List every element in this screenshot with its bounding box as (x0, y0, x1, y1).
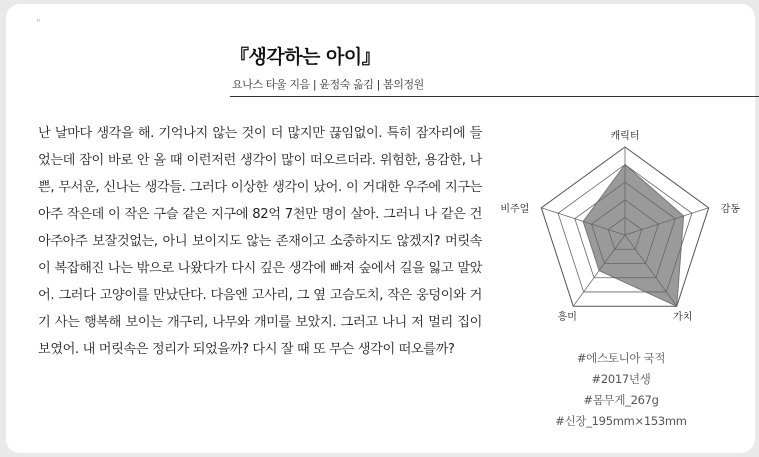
radar-axis-label-1: 감동 (720, 203, 741, 215)
tag-birth-year: #2017년생 (591, 372, 651, 386)
radar-axis-label-3: 흥미 (557, 312, 577, 324)
tag-size: #신장_195mm×153mm (555, 414, 687, 428)
quote-mark: " (36, 18, 41, 29)
radar-axis-label-4: 비주얼 (500, 203, 530, 215)
book-card (6, 4, 755, 453)
title-divider (230, 96, 759, 97)
radar-chart (484, 112, 756, 348)
radar-chart-svg (484, 112, 756, 348)
book-summary: 난 날마다 생각을 해. 기억나지 않는 것이 더 많지만 끊임없이. 특히 잠자리에 들었는데 잠이 바로 안 올 때 이런저런 생각이 많이 떠오르더라. 위험한, 용감한, 나쁜, 무서운, 신나는 생각들. 그러다 이상한 생각이 났어. 이 거대한 우주에 지구는 아주 작은데 이 작은 구슬 같은 지구에 82억 7천만 명이 살아. 그러니 나 같은 건 아주아주 보잘것없는, 아니 보이지도 않는 존재이고 소중하지도 않겠지? 머릿속이 복잡해진 나는 밖으로 나왔다가 다시 깊은 생각에 빠져 숲에서 길을 잃고 말았어. 그러다 고양이를 만났단다. 다음엔 고사리, 그 옆 고슴도치, 작은 웅덩이와 거기 사는 행복해 보이는 개구리, 나무와 개미를 보았지. 그러고 나니 저 멀리 집이 보였어. 내 머릿속은 정리가 되었을까? 다시 잘 때 또 무슨 생각이 떠오를까? (38, 126, 482, 357)
tag-weight: #몸무게_267g (583, 393, 659, 407)
book-title: 『생각하는 아이』 (230, 46, 381, 68)
radar-axis-label-0: 캐릭터 (610, 131, 640, 142)
book-credits: 요나스 타울 지음 | 윤정숙 옮김 | 봄의정원 (232, 78, 424, 91)
tag-nationality: #에스토니아 국적 (576, 351, 666, 365)
radar-axis-label-2: 가치 (673, 312, 693, 324)
book-tags (526, 348, 716, 432)
